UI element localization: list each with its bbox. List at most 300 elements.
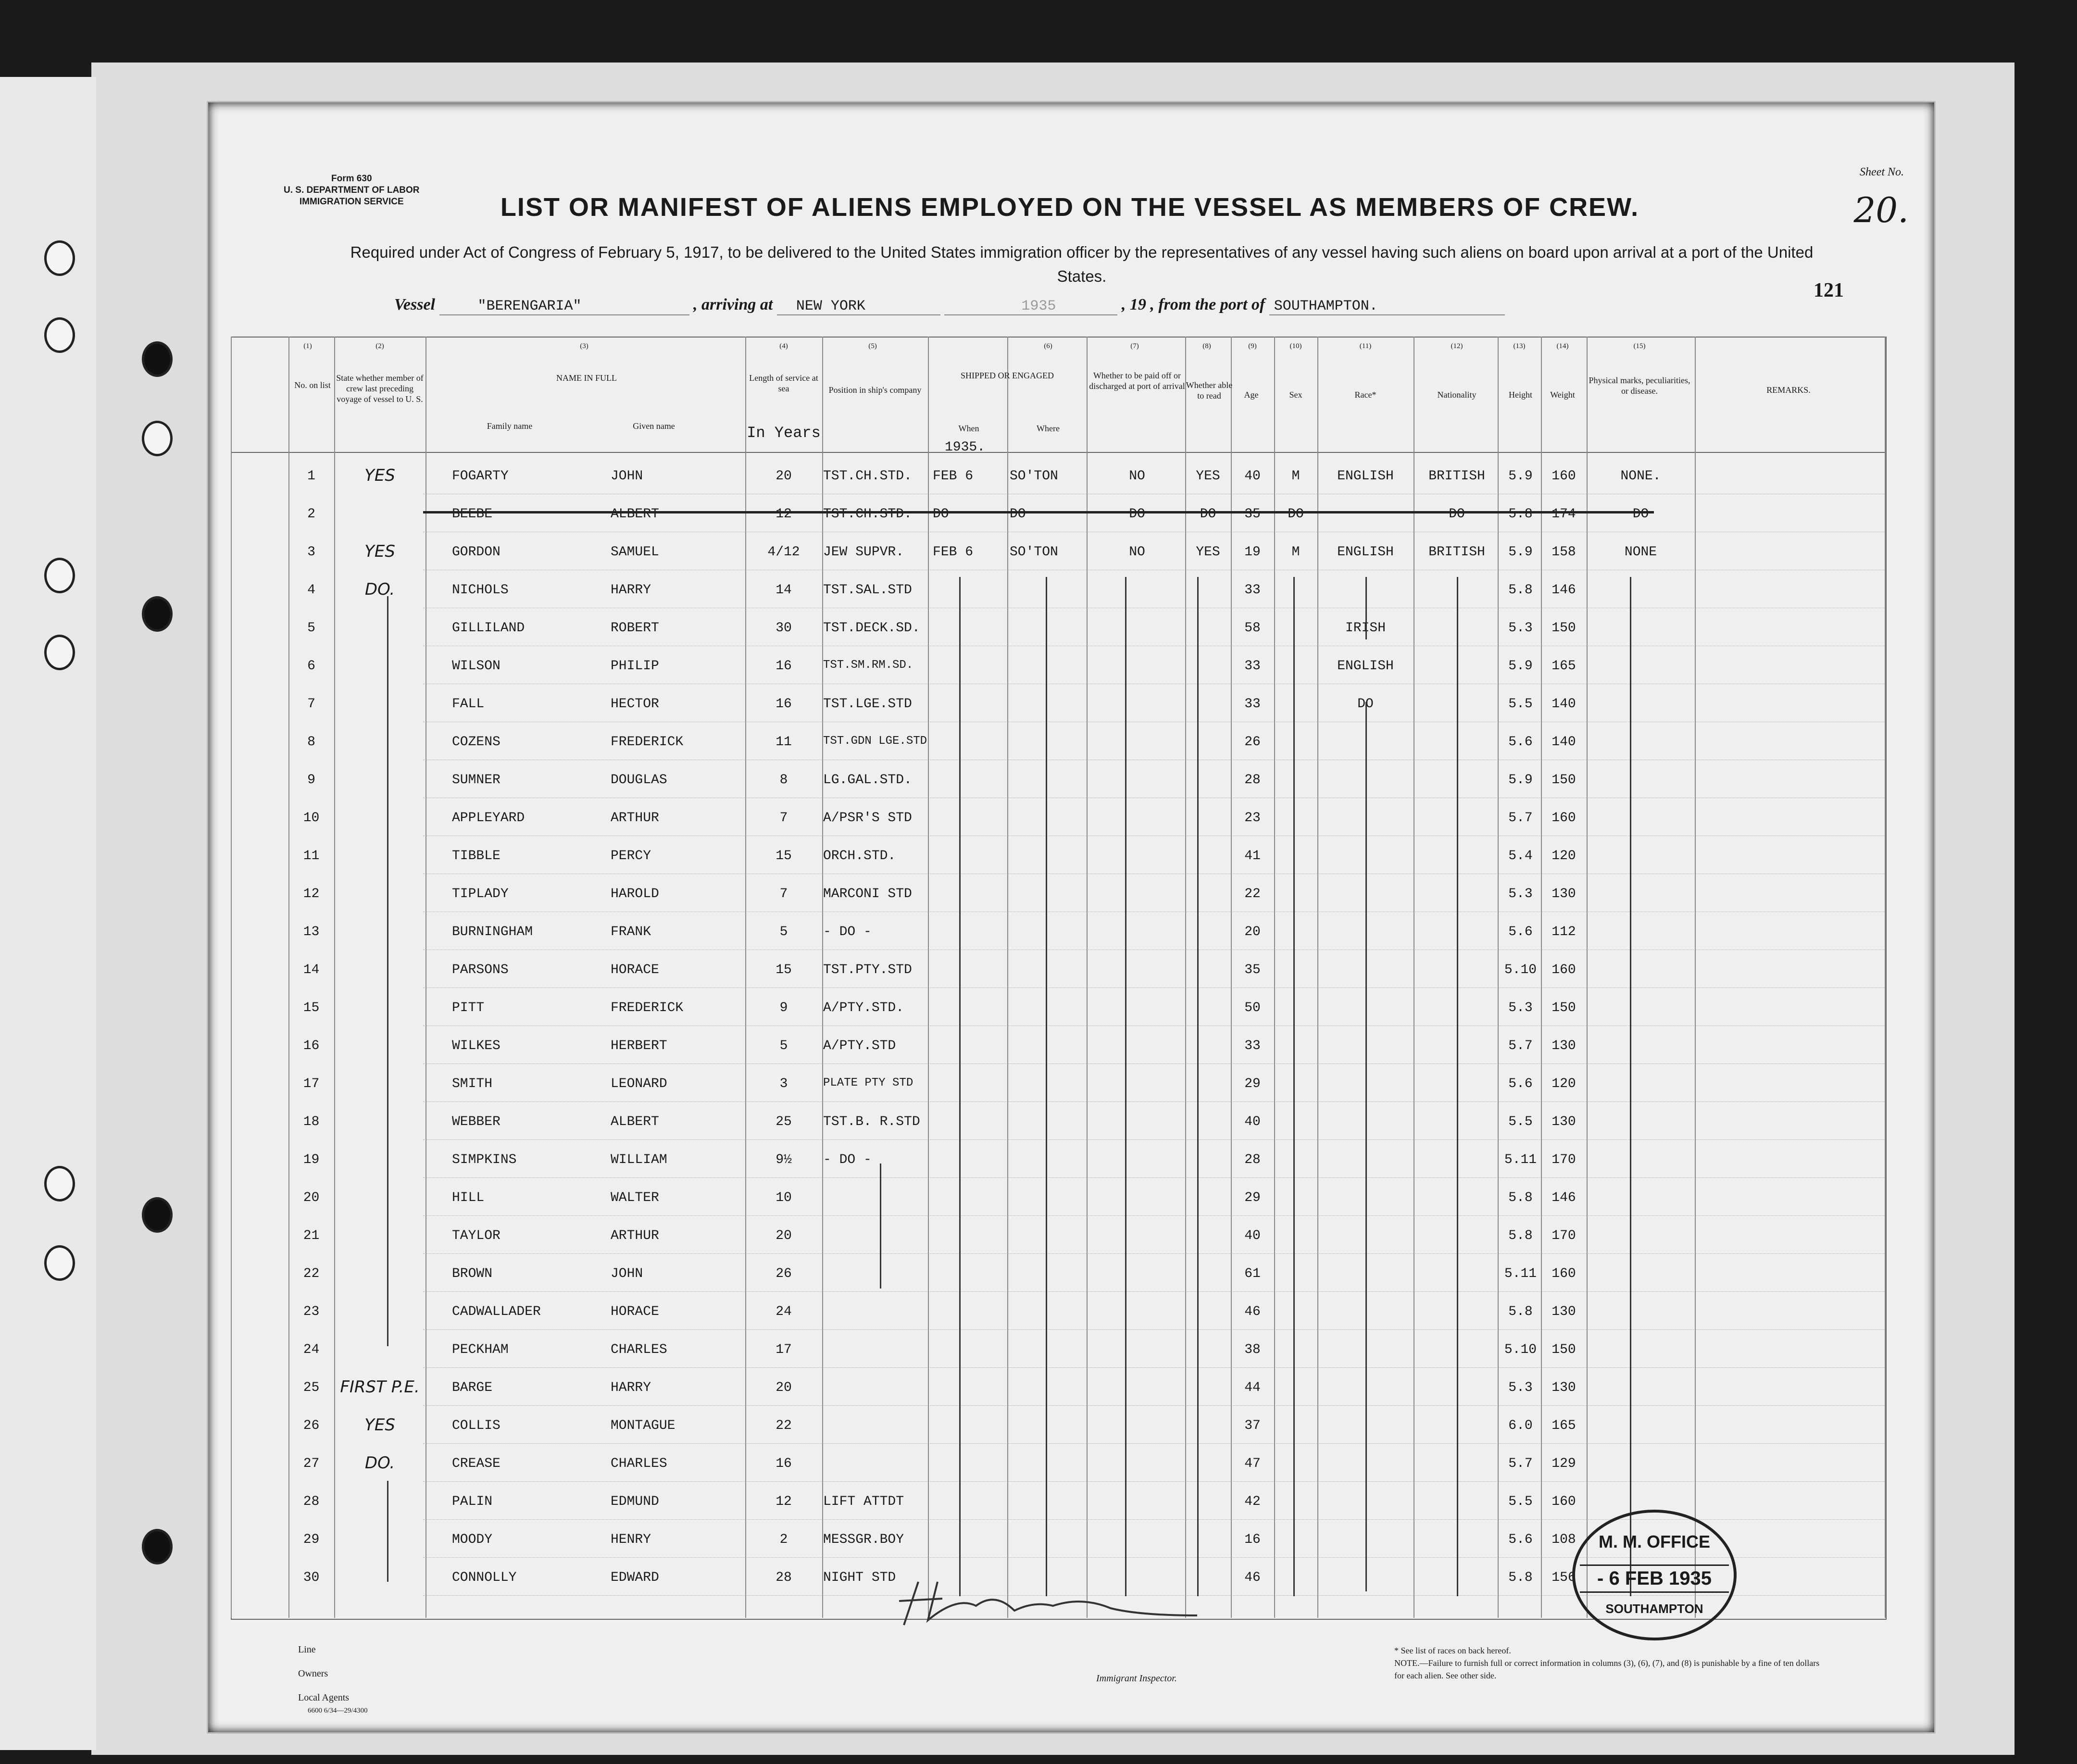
row-weight: 160 — [1551, 1494, 1576, 1509]
row-age: 28 — [1244, 773, 1261, 788]
row-given: WALTER — [611, 1190, 659, 1205]
row-height: 5.10 — [1504, 963, 1537, 977]
row-given: MONTAGUE — [611, 1418, 676, 1433]
column-rule — [1885, 337, 1886, 1618]
row-years: 22 — [776, 1418, 792, 1433]
row-age: 19 — [1244, 545, 1261, 560]
row-height: 5.8 — [1508, 1304, 1533, 1319]
arrival-date: 1935 — [944, 298, 1117, 315]
row-weight: 150 — [1551, 621, 1576, 636]
ditto-line-race — [1365, 702, 1367, 1591]
row-paid: NO — [1129, 469, 1145, 484]
row-given: ARTHUR — [611, 1228, 659, 1243]
header-divider — [231, 452, 1885, 453]
row-family: PARSONS — [452, 963, 509, 977]
row-years: 20 — [776, 1228, 792, 1243]
row-years: 17 — [776, 1342, 792, 1357]
row-race: IRISH — [1345, 621, 1386, 636]
race-note: * See list of races on back hereof. — [1394, 1646, 1511, 1655]
column-number: (11) — [1359, 342, 1372, 350]
row-given: CHARLES — [611, 1342, 667, 1357]
row-years: 26 — [776, 1266, 792, 1281]
row-weight: 160 — [1551, 811, 1576, 826]
row-given: HORACE — [611, 1304, 659, 1319]
row-years: 7 — [779, 887, 788, 901]
row-age: 22 — [1244, 887, 1261, 901]
row-read: YES — [1196, 469, 1220, 484]
row-years: 7 — [779, 811, 788, 826]
ditto-line-member — [387, 1481, 388, 1582]
row-age: 23 — [1244, 811, 1261, 826]
row-years: 3 — [779, 1076, 788, 1091]
row-rule — [423, 1063, 1885, 1064]
row-age: 33 — [1244, 697, 1261, 712]
row-age: 37 — [1244, 1418, 1261, 1433]
row-given: DOUGLAS — [611, 773, 667, 788]
ditto-line-position — [880, 1163, 881, 1289]
header-when: When — [958, 424, 979, 433]
row-years: 28 — [776, 1570, 792, 1585]
row-years: 2 — [779, 1532, 788, 1547]
row-given: JOHN — [611, 469, 643, 484]
penalty-note: NOTE.—Failure to furnish full or correct information in columns (3), (6), (7), and (8) is punishable by a fine of ten dollars for each alien. See other side. — [1394, 1658, 1820, 1680]
column-number: (1) — [303, 342, 312, 350]
ditto-line-race — [1365, 577, 1367, 639]
punch-hole — [142, 596, 173, 632]
row-family: PITT — [452, 1001, 485, 1015]
row-weight: 150 — [1551, 773, 1576, 788]
row-age: 61 — [1244, 1266, 1261, 1281]
row-nationality: BRITISH — [1428, 545, 1485, 560]
row-weight: 140 — [1551, 735, 1576, 750]
stamp-office: M. M. OFFICE — [1599, 1532, 1710, 1551]
year-note: 1935. — [945, 440, 986, 455]
row-member: YES — [364, 542, 395, 561]
row-weight: 112 — [1551, 925, 1576, 939]
row-weight: 120 — [1551, 849, 1576, 863]
row-family: BROWN — [452, 1266, 493, 1281]
row-read: DO — [1200, 507, 1216, 522]
header-in-years: In Years — [747, 424, 821, 442]
row-years: 5 — [779, 925, 788, 939]
row-height: 5.6 — [1508, 1532, 1533, 1547]
ditto-line-when — [959, 577, 961, 1596]
column-rule — [1087, 337, 1088, 1618]
page-number: 121 — [1814, 279, 1844, 301]
row-age: 50 — [1244, 1001, 1261, 1015]
row-weight: 160 — [1551, 1266, 1576, 1281]
row-height: 5.7 — [1508, 1038, 1533, 1053]
row-weight: 165 — [1551, 1418, 1576, 1433]
row-years: 12 — [776, 507, 792, 522]
row-height: 5.4 — [1508, 849, 1533, 863]
row-height: 5.6 — [1508, 735, 1533, 750]
row-given: HERBERT — [611, 1038, 667, 1053]
row-no: 25 — [303, 1380, 320, 1395]
row-family: TIBBLE — [452, 849, 500, 863]
row-given: FRANK — [611, 925, 651, 939]
row-age: 28 — [1244, 1152, 1261, 1167]
column-rule — [425, 337, 426, 1618]
ditto-line-paid — [1125, 577, 1126, 1596]
row-years: 30 — [776, 621, 792, 636]
from-label: , from the port of — [1150, 296, 1265, 313]
footer-line: Line — [298, 1644, 316, 1655]
row-family: WILSON — [452, 659, 500, 674]
column-number: (3) — [580, 342, 588, 350]
row-given: ALBERT — [611, 507, 659, 522]
punch-hole — [44, 635, 75, 670]
row-rule — [423, 1481, 1885, 1482]
row-no: 11 — [303, 849, 320, 863]
row-family: SMITH — [452, 1076, 493, 1091]
row-height: 5.8 — [1508, 1190, 1533, 1205]
row-height: 5.9 — [1508, 545, 1533, 560]
row-family: NICHOLS — [452, 583, 509, 598]
row-no: 14 — [303, 963, 320, 977]
row-position: JEW SUPVR. — [823, 545, 904, 560]
row-no: 1 — [307, 469, 315, 484]
row-no: 18 — [303, 1114, 320, 1129]
row-height: 5.5 — [1508, 697, 1533, 712]
row-years: 11 — [776, 735, 792, 750]
row-age: 47 — [1244, 1456, 1261, 1471]
column-number: (6) — [1044, 342, 1052, 350]
row-years: 16 — [776, 659, 792, 674]
row-age: 41 — [1244, 849, 1261, 863]
row-age: 29 — [1244, 1076, 1261, 1091]
row-rule — [423, 1367, 1885, 1368]
row-member: YES — [364, 1415, 395, 1435]
form-number: Form 630 — [331, 174, 372, 184]
row-years: 15 — [776, 849, 792, 863]
row-weight: 130 — [1551, 887, 1576, 901]
row-no: 16 — [303, 1038, 320, 1053]
row-weight: 170 — [1551, 1152, 1576, 1167]
row-no: 5 — [307, 621, 315, 636]
row-height: 5.5 — [1508, 1114, 1533, 1129]
punch-hole — [142, 421, 173, 456]
row-family: CREASE — [452, 1456, 500, 1471]
header-race: Race* — [1354, 390, 1376, 400]
row-no: 21 — [303, 1228, 320, 1243]
row-given: PHILIP — [611, 659, 659, 674]
row-family: WILKES — [452, 1038, 500, 1053]
vessel-label: Vessel — [394, 296, 435, 313]
row-position: TST.CH.STD. — [823, 507, 912, 522]
row-position: TST.LGE.STD — [823, 697, 912, 712]
row-given: ARTHUR — [611, 811, 659, 826]
row-age: 35 — [1244, 507, 1261, 522]
row-weight: 158 — [1551, 545, 1576, 560]
punch-hole — [44, 1166, 75, 1201]
ditto-line-marks — [1630, 577, 1631, 1596]
row-position: TST.PTY.STD — [823, 963, 912, 977]
row-position: A/PTY.STD. — [823, 1001, 904, 1015]
row-no: 12 — [303, 887, 320, 901]
footer-notes — [1394, 1644, 1827, 1682]
row-weight: 160 — [1551, 963, 1576, 977]
row-position: TST.SM.RM.SD. — [823, 659, 913, 672]
row-no: 3 — [307, 545, 315, 560]
row-given: HARRY — [611, 583, 651, 598]
row-position: ORCH.STD. — [823, 849, 896, 863]
row-marks: NONE — [1624, 545, 1657, 560]
row-height: 5.10 — [1504, 1342, 1537, 1357]
row-no: 19 — [303, 1152, 320, 1167]
row-family: COZENS — [452, 735, 500, 750]
row-years: 4/12 — [767, 545, 800, 560]
row-race: DO — [1357, 697, 1374, 712]
row-no: 13 — [303, 925, 320, 939]
sheet-label: Sheet No. — [1860, 166, 1904, 178]
row-weight: 160 — [1551, 469, 1576, 484]
department: U. S. DEPARTMENT OF LABOR — [284, 185, 420, 195]
row-rule — [423, 1215, 1885, 1216]
row-given: HORACE — [611, 963, 659, 977]
header-name: NAME IN FULL — [556, 373, 617, 383]
column-rule — [1317, 337, 1318, 1618]
row-nationality: DO — [1449, 507, 1465, 522]
row-rule — [423, 1177, 1885, 1178]
row-sex: M — [1291, 469, 1300, 484]
row-family: BARGE — [452, 1380, 493, 1395]
column-number: (14) — [1556, 342, 1569, 350]
header-where: Where — [1037, 424, 1060, 433]
row-given: HECTOR — [611, 697, 659, 712]
row-when: FEB 6 — [933, 469, 974, 484]
row-age: 33 — [1244, 659, 1261, 674]
column-number: (5) — [868, 342, 877, 350]
row-given: PERCY — [611, 849, 651, 863]
row-rule — [423, 1253, 1885, 1254]
row-race: ENGLISH — [1337, 545, 1394, 560]
row-years: 9½ — [776, 1152, 792, 1167]
column-number: (8) — [1202, 342, 1211, 350]
row-height: 5.3 — [1508, 1380, 1533, 1395]
column-rule — [1007, 337, 1008, 1618]
row-age: 33 — [1244, 1038, 1261, 1053]
row-position: LIFT ATTDT — [823, 1494, 904, 1509]
row-given: FREDERICK — [611, 735, 684, 750]
row-height: 6.0 — [1508, 1418, 1533, 1433]
row-family: MOODY — [452, 1532, 493, 1547]
inspector-signature — [889, 1572, 1207, 1630]
header-remarks: REMARKS. — [1766, 385, 1811, 395]
row-sex: DO — [1288, 507, 1304, 522]
row-weight: 120 — [1551, 1076, 1576, 1091]
row-family: WEBBER — [452, 1114, 500, 1129]
row-no: 17 — [303, 1076, 320, 1091]
row-marks: NONE. — [1620, 469, 1661, 484]
row-given: HARRY — [611, 1380, 651, 1395]
row-member: DO. — [364, 580, 395, 599]
row-weight: 130 — [1551, 1038, 1576, 1053]
row-height: 5.7 — [1508, 1456, 1533, 1471]
row-weight: 174 — [1551, 507, 1576, 522]
row-no: 20 — [303, 1190, 320, 1205]
header-length: Length of service at sea — [749, 373, 818, 393]
row-height: 5.6 — [1508, 1076, 1533, 1091]
row-read: YES — [1196, 545, 1220, 560]
arrival-port: NEW YORK — [777, 298, 940, 315]
document-subtitle: Required under Act of Congress of February 5, 1917, to be delivered to the United States immigration officer by the representatives of any vessel having such aliens on board upon arrival at a port of the United States. — [350, 243, 1814, 285]
row-rule — [423, 1101, 1885, 1102]
row-no: 9 — [307, 773, 315, 788]
header-position: Position in ship's company — [828, 385, 922, 395]
row-position: TST.B. R.STD — [823, 1114, 920, 1129]
row-given: CHARLES — [611, 1456, 667, 1471]
row-weight: 146 — [1551, 1190, 1576, 1205]
row-family: BURNINGHAM — [452, 925, 533, 939]
row-weight: 150 — [1551, 1342, 1576, 1357]
column-rule — [745, 337, 746, 1618]
row-position: TST.DECK.SD. — [823, 621, 920, 636]
row-sex: M — [1291, 545, 1300, 560]
footer-agents: Local Agents — [298, 1692, 350, 1703]
row-family: HILL — [452, 1190, 485, 1205]
column-rule — [1185, 337, 1186, 1618]
row-no: 26 — [303, 1418, 320, 1433]
ditto-line-where — [1046, 577, 1047, 1596]
row-position: - DO - — [823, 925, 872, 939]
punch-hole — [44, 558, 75, 593]
row-no: 27 — [303, 1456, 320, 1471]
row-age: 40 — [1244, 1228, 1261, 1243]
row-no: 2 — [307, 507, 315, 522]
row-position: TST.SAL.STD — [823, 583, 912, 598]
row-years: 25 — [776, 1114, 792, 1129]
row-no: 29 — [303, 1532, 320, 1547]
row-where: SO'TON — [1010, 469, 1058, 484]
row-position: A/PTY.STD — [823, 1038, 896, 1053]
row-family: TAYLOR — [452, 1228, 500, 1243]
footer-inspector: Immigrant Inspector. — [1096, 1673, 1177, 1684]
row-given: FREDERICK — [611, 1001, 684, 1015]
row-position: PLATE PTY STD — [823, 1076, 913, 1089]
row-when: DO — [933, 507, 949, 522]
column-number: (15) — [1633, 342, 1646, 350]
row-position: TST.GDN LGE.STD — [823, 735, 927, 748]
row-position: - DO - — [823, 1152, 872, 1167]
row-given: EDWARD — [611, 1570, 659, 1585]
column-rule — [1587, 337, 1588, 1618]
row-given: WILLIAM — [611, 1152, 667, 1167]
row-where: SO'TON — [1010, 545, 1058, 560]
vessel-line — [394, 296, 1505, 315]
row-age: 26 — [1244, 735, 1261, 750]
column-rule — [334, 337, 335, 1618]
row-paid: NO — [1129, 545, 1145, 560]
row-weight: 156 — [1551, 1570, 1576, 1585]
row-paid: DO — [1129, 507, 1145, 522]
header-family: Family name — [487, 421, 533, 431]
row-height: 5.9 — [1508, 659, 1533, 674]
row-years: 10 — [776, 1190, 792, 1205]
row-weight: 165 — [1551, 659, 1576, 674]
row-given: ROBERT — [611, 621, 659, 636]
row-rule — [423, 1405, 1885, 1406]
row-weight: 170 — [1551, 1228, 1576, 1243]
row-where: DO — [1010, 507, 1026, 522]
row-height: 5.3 — [1508, 887, 1533, 901]
row-height: 5.11 — [1504, 1152, 1537, 1167]
row-weight: 129 — [1551, 1456, 1576, 1471]
header-no: No. on list — [294, 380, 331, 390]
column-number: (12) — [1451, 342, 1463, 350]
row-height: 5.8 — [1508, 583, 1533, 598]
footer-owners: Owners — [298, 1668, 328, 1679]
ditto-line-member — [387, 596, 388, 1346]
row-family: PECKHAM — [452, 1342, 509, 1357]
footer-printcode: 6600 6/34—29/4300 — [308, 1707, 368, 1714]
row-height: 5.7 — [1508, 811, 1533, 826]
row-position: A/PSR'S STD — [823, 811, 912, 826]
punch-hole — [44, 317, 75, 353]
row-position: MARCONI STD — [823, 887, 912, 901]
punch-hole — [44, 240, 75, 276]
row-no: 10 — [303, 811, 320, 826]
header-height: Height — [1509, 390, 1532, 400]
row-given: JOHN — [611, 1266, 643, 1281]
header-weight: Weight — [1550, 390, 1575, 400]
row-family: COLLIS — [452, 1418, 500, 1433]
row-weight: 146 — [1551, 583, 1576, 598]
row-height: 5.8 — [1508, 1570, 1533, 1585]
service: IMMIGRATION SERVICE — [299, 197, 404, 207]
row-age: 16 — [1244, 1532, 1261, 1547]
row-height: 5.5 — [1508, 1494, 1533, 1509]
row-member: DO. — [364, 1453, 395, 1473]
row-years: 15 — [776, 963, 792, 977]
row-years: 20 — [776, 1380, 792, 1395]
row-years: 16 — [776, 697, 792, 712]
row-family: GORDON — [452, 545, 500, 560]
office-stamp — [1572, 1510, 1737, 1640]
row-family: TIPLADY — [452, 887, 509, 901]
row-years: 24 — [776, 1304, 792, 1319]
header-read: Whether able to read — [1186, 380, 1233, 400]
row-no: 22 — [303, 1266, 320, 1281]
row-when: FEB 6 — [933, 545, 974, 560]
row-height: 5.11 — [1504, 1266, 1537, 1281]
row-marks: DO — [1632, 507, 1649, 522]
row-no: 23 — [303, 1304, 320, 1319]
document-title: LIST OR MANIFEST OF ALIENS EMPLOYED ON THE VESSEL AS MEMBERS OF CREW. — [500, 193, 1639, 222]
row-years: 8 — [779, 773, 788, 788]
row-family: BEEBE — [452, 507, 493, 522]
column-number: (13) — [1513, 342, 1526, 350]
row-years: 12 — [776, 1494, 792, 1509]
ditto-line-read — [1197, 577, 1199, 1596]
header-age: Age — [1244, 390, 1259, 400]
row-rule — [423, 1291, 1885, 1292]
column-rule — [231, 337, 232, 1618]
row-height: 5.3 — [1508, 621, 1533, 636]
vessel-name: "BERENGARIA" — [439, 298, 689, 315]
row-weight: 130 — [1551, 1114, 1576, 1129]
punch-hole — [142, 1197, 173, 1233]
row-given: HAROLD — [611, 887, 659, 901]
row-family: SUMNER — [452, 773, 500, 788]
sheet-number: 20. — [1853, 190, 1909, 230]
row-given: HENRY — [611, 1532, 651, 1547]
row-nationality: BRITISH — [1428, 469, 1485, 484]
row-no: 15 — [303, 1001, 320, 1015]
row-age: 33 — [1244, 583, 1261, 598]
row-given: EDMUND — [611, 1494, 659, 1509]
row-family: APPLEYARD — [452, 811, 525, 826]
